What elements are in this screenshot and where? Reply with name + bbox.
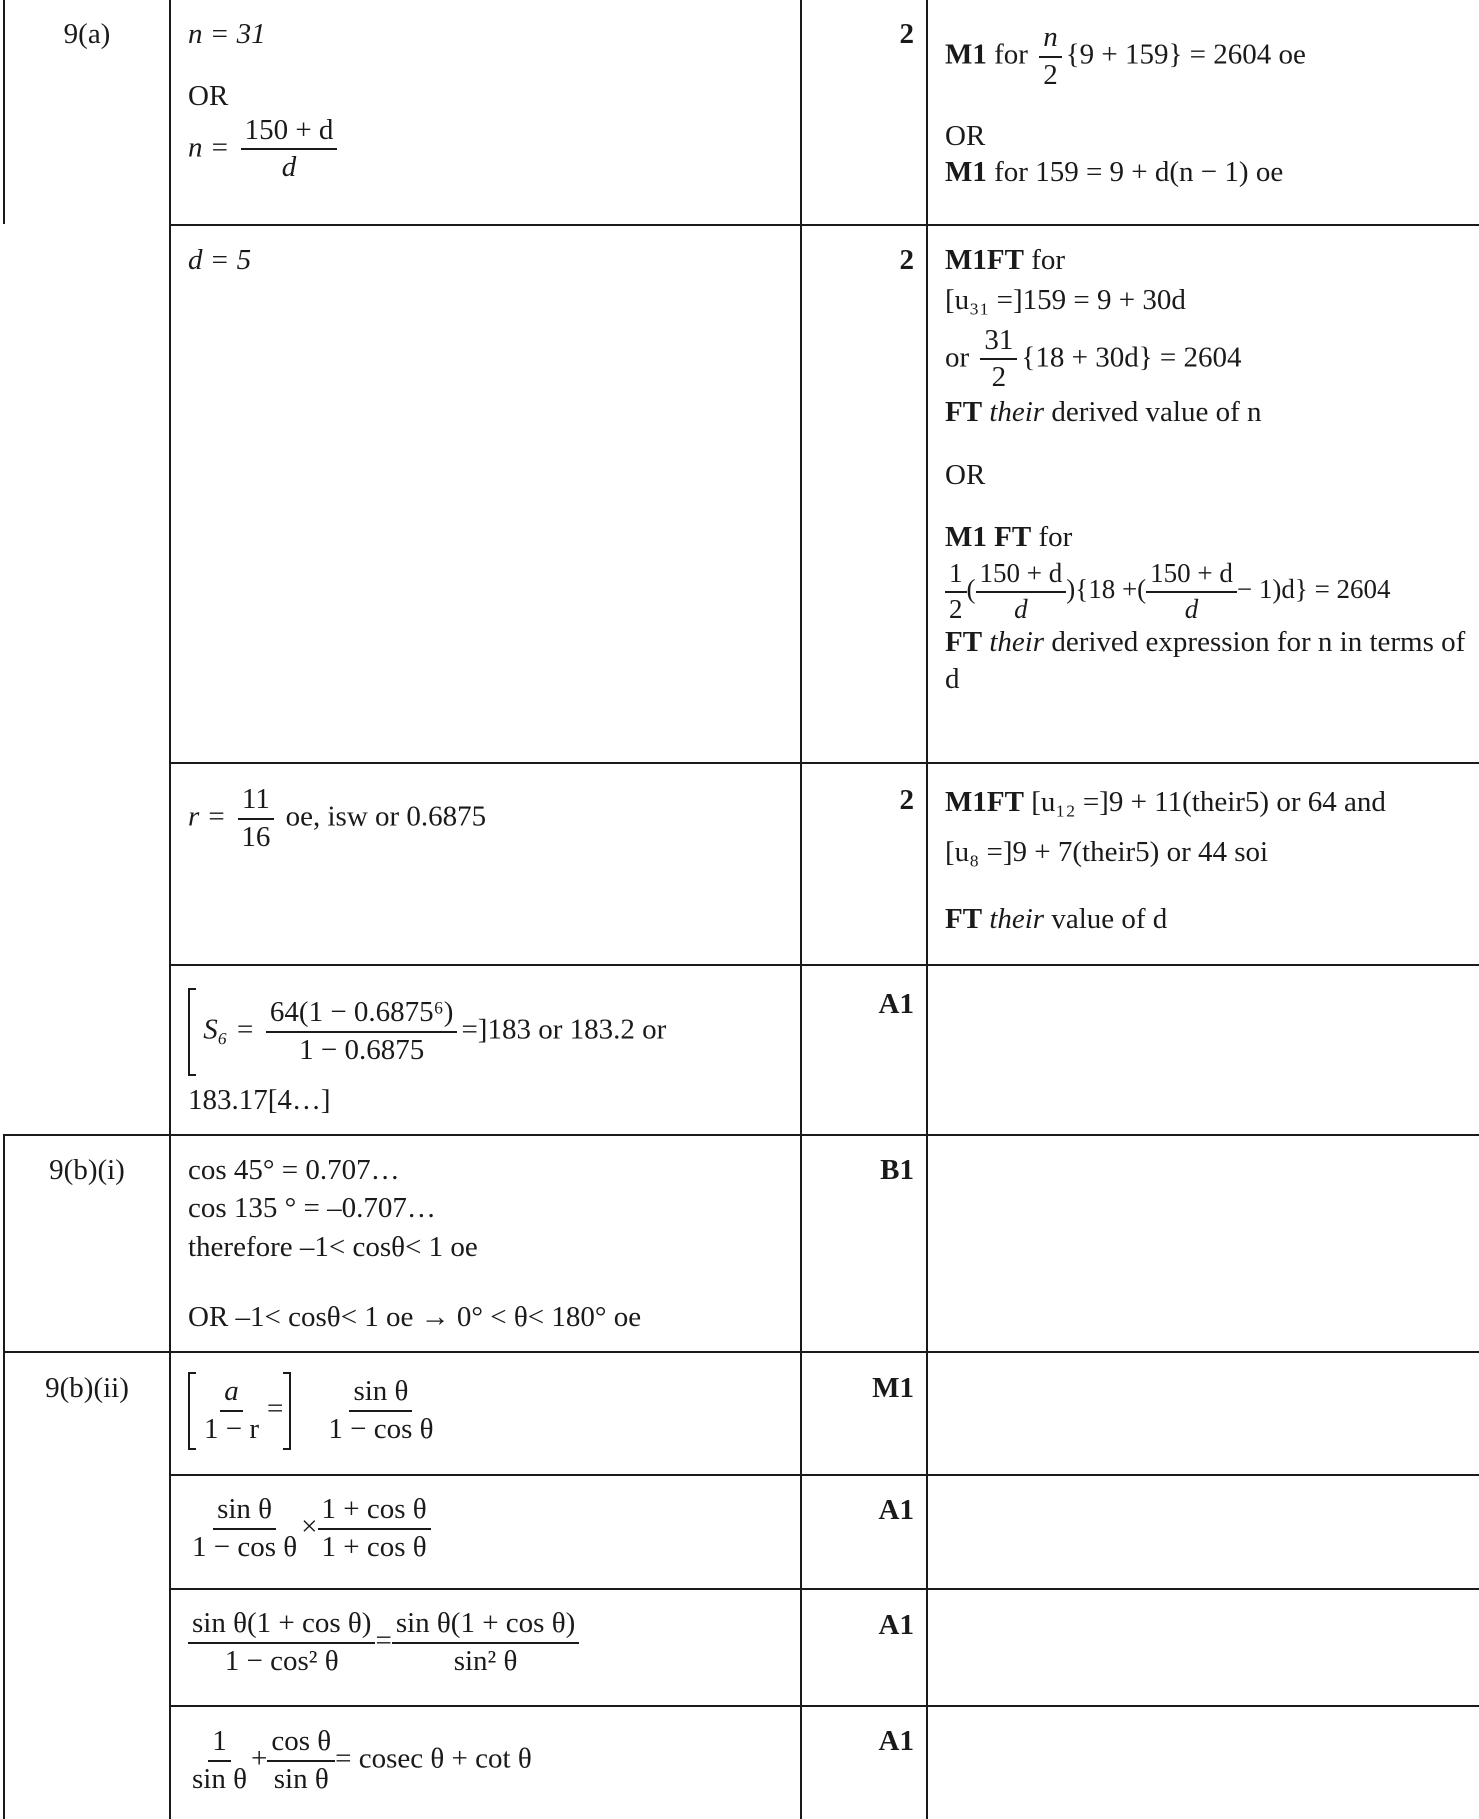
guidance-text: for: [1023, 244, 1066, 276]
answer-cell: [188, 1726, 532, 1796]
denominator: d: [1014, 593, 1028, 624]
answer-cell: [188, 1608, 579, 1678]
mark: 2: [899, 244, 914, 276]
numerator: 1: [945, 559, 967, 593]
numerator: 150 + d: [241, 115, 338, 151]
denominator: d: [281, 151, 297, 184]
fraction: [241, 115, 338, 185]
numerator: 150 + d: [976, 559, 1067, 593]
table-border: [169, 762, 1479, 764]
table-border: [169, 1705, 1479, 1707]
guidance-text: for: [1031, 520, 1073, 553]
guidance-text: their: [989, 396, 1045, 429]
table-border: [3, 1134, 1479, 1136]
numerator: 150 + d: [1146, 559, 1237, 593]
fraction: [980, 325, 1017, 395]
mark: A1: [878, 1609, 914, 1641]
numerator: sin θ: [349, 1376, 412, 1412]
guidance-cell: [945, 22, 1470, 190]
mark-code: M1FT: [945, 244, 1024, 276]
fraction: [267, 1726, 335, 1796]
answer-cell: [188, 1152, 788, 1335]
guidance-cell: [945, 784, 1470, 937]
denominator: 1 − cos θ: [192, 1530, 298, 1563]
denominator: 1 − cos θ: [328, 1413, 434, 1445]
mark-code: FT: [945, 902, 983, 935]
numerator: 31: [980, 325, 1017, 361]
numerator: sin θ: [213, 1494, 276, 1530]
answer-cell: [188, 988, 788, 1118]
denominator: 1 − 0.6875: [299, 1034, 425, 1066]
denominator: 1 − cos² θ: [224, 1644, 339, 1677]
mark: 2: [899, 784, 914, 816]
answer-cell: [188, 1372, 442, 1450]
fraction: [200, 1376, 263, 1446]
denominator: 16: [241, 820, 271, 853]
denominator: d: [1184, 593, 1199, 624]
mark: A1: [878, 988, 914, 1020]
answer-cell: [188, 1494, 431, 1564]
guidance-text: their: [989, 626, 1045, 659]
fraction: [188, 1608, 375, 1678]
guidance-text: [u₁₂ =]9 + 11(their5) or 64 and: [1031, 786, 1386, 818]
numerator: 1 + cos θ: [318, 1494, 431, 1530]
numerator: n: [1039, 22, 1062, 58]
answer-text: S₆ =: [203, 1013, 255, 1046]
table-border: [926, 0, 928, 1819]
denominator: 2: [949, 593, 963, 624]
guidance-text: their: [989, 902, 1045, 935]
table-border: [169, 224, 1479, 226]
mark-code: FT: [945, 626, 983, 659]
guidance-text: derived value of n: [1051, 396, 1262, 429]
fraction: [945, 559, 967, 624]
guidance-line: OR: [945, 119, 986, 152]
mark: A1: [878, 1725, 914, 1757]
mark-code: M1: [945, 156, 987, 189]
numerator: 1: [208, 1726, 231, 1762]
question-label: 9(b)(ii): [45, 1372, 129, 1404]
table-border: [800, 0, 802, 1819]
numerator: sin θ(1 + cos θ): [392, 1608, 579, 1644]
answer-text: =: [375, 1624, 392, 1657]
denominator: sin θ: [273, 1762, 329, 1795]
table-border: [169, 1474, 1479, 1476]
fraction: [1039, 22, 1062, 92]
fraction: [237, 784, 274, 854]
denominator: 2: [991, 361, 1007, 394]
answer-line: OR –1< cosθ< 1 oe → 0° < θ< 180° oe: [188, 1300, 642, 1333]
fraction: [188, 1494, 301, 1564]
answer-text: =: [267, 1392, 284, 1425]
denominator: 1 − r: [204, 1413, 260, 1445]
numerator: a: [220, 1376, 243, 1412]
table-border: [169, 964, 1479, 966]
fraction: [188, 1726, 251, 1796]
answer-line: 183.17[4…]: [188, 1084, 331, 1116]
fraction: [266, 997, 458, 1067]
guidance-text: 18 +: [1088, 573, 1138, 604]
mark: A1: [878, 1494, 914, 1526]
guidance-text: for 159 = 9 + d(n − 1) oe: [994, 156, 1284, 189]
numerator: 11: [238, 784, 274, 820]
guidance-line: [u₈ =]9 + 7(their5) or 44 soi: [945, 836, 1269, 869]
denominator: 2: [1043, 58, 1058, 91]
fraction: [976, 559, 1067, 624]
guidance-text: or: [945, 341, 970, 374]
denominator: sin θ: [192, 1762, 247, 1795]
answer-text: ×: [301, 1510, 318, 1543]
guidance-text: value of d: [1051, 902, 1168, 935]
fraction: [392, 1608, 579, 1678]
answer-line: cos 135 ° = –0.707…: [188, 1192, 436, 1225]
answer-text: +: [250, 1742, 268, 1775]
answer-cell: [188, 784, 486, 854]
guidance-line: [u₃₁ =]159 = 9 + 30d: [945, 284, 1186, 317]
answer-line: therefore –1< cosθ< 1 oe: [188, 1230, 478, 1263]
numerator: 64(1 − 0.6875⁶): [266, 997, 458, 1033]
numerator: cos θ: [267, 1726, 335, 1762]
mark-code: M1FT: [945, 786, 1024, 818]
denominator: 1 + cos θ: [321, 1530, 427, 1563]
fraction: [318, 1494, 431, 1564]
numerator: sin θ(1 + cos θ): [188, 1608, 375, 1644]
answer-text: =]183 or 183.2 or: [461, 1013, 667, 1046]
mark: 2: [899, 18, 914, 50]
question-label: 9(a): [63, 18, 111, 50]
mark-code: M1: [945, 38, 987, 71]
mark: B1: [880, 1154, 914, 1186]
guidance-text: {9 + 159} = 2604 oe: [1065, 38, 1306, 71]
answer-line: d = 5: [188, 244, 252, 276]
guidance-line: OR: [945, 458, 986, 491]
table-border: [169, 0, 171, 1819]
guidance-text: for: [994, 38, 1028, 71]
answer-line: cos 45° = 0.707…: [188, 1154, 400, 1186]
answer-line: OR: [188, 80, 229, 113]
answer-text: r =: [188, 800, 227, 833]
denominator: sin² θ: [453, 1644, 518, 1677]
table-border: [3, 1134, 5, 1819]
mark: M1: [872, 1372, 914, 1404]
table-border: [169, 1588, 1479, 1590]
answer-cell: [188, 16, 788, 184]
answer-text: oe, isw or 0.6875: [285, 800, 487, 833]
mark-code: FT: [945, 396, 983, 429]
table-border: [3, 1351, 1479, 1353]
guidance-cell: M1FT for [u₃₁ =]159 = 9 + 30d or $\frac{31}{2}$ {18 + 30d} = 2604 FT their derived value of n OR M1 FT for $\frac{1}{2}$ ( $\frac{150 + d}{d}$ ){18 +( $\frac{150 + d}{d}$ − 1)d} = 2604 FT their derived expression for n in terms of d: [945, 242, 1475, 697]
fraction: [1146, 559, 1237, 624]
fraction: [324, 1376, 437, 1446]
answer-text: n =: [188, 131, 230, 164]
guidance-text: {18 + 30d} = 2604: [1021, 341, 1242, 374]
answer-text: = cosec θ + cot θ: [335, 1742, 532, 1775]
answer-line: n = 31: [188, 18, 266, 50]
mark-code: M1 FT: [945, 520, 1032, 553]
guidance-text: − 1)d} = 2604: [1236, 573, 1391, 604]
question-label: 9(b)(i): [49, 1154, 125, 1186]
guidance-text: derived expression for n in terms of d: [945, 626, 1466, 695]
